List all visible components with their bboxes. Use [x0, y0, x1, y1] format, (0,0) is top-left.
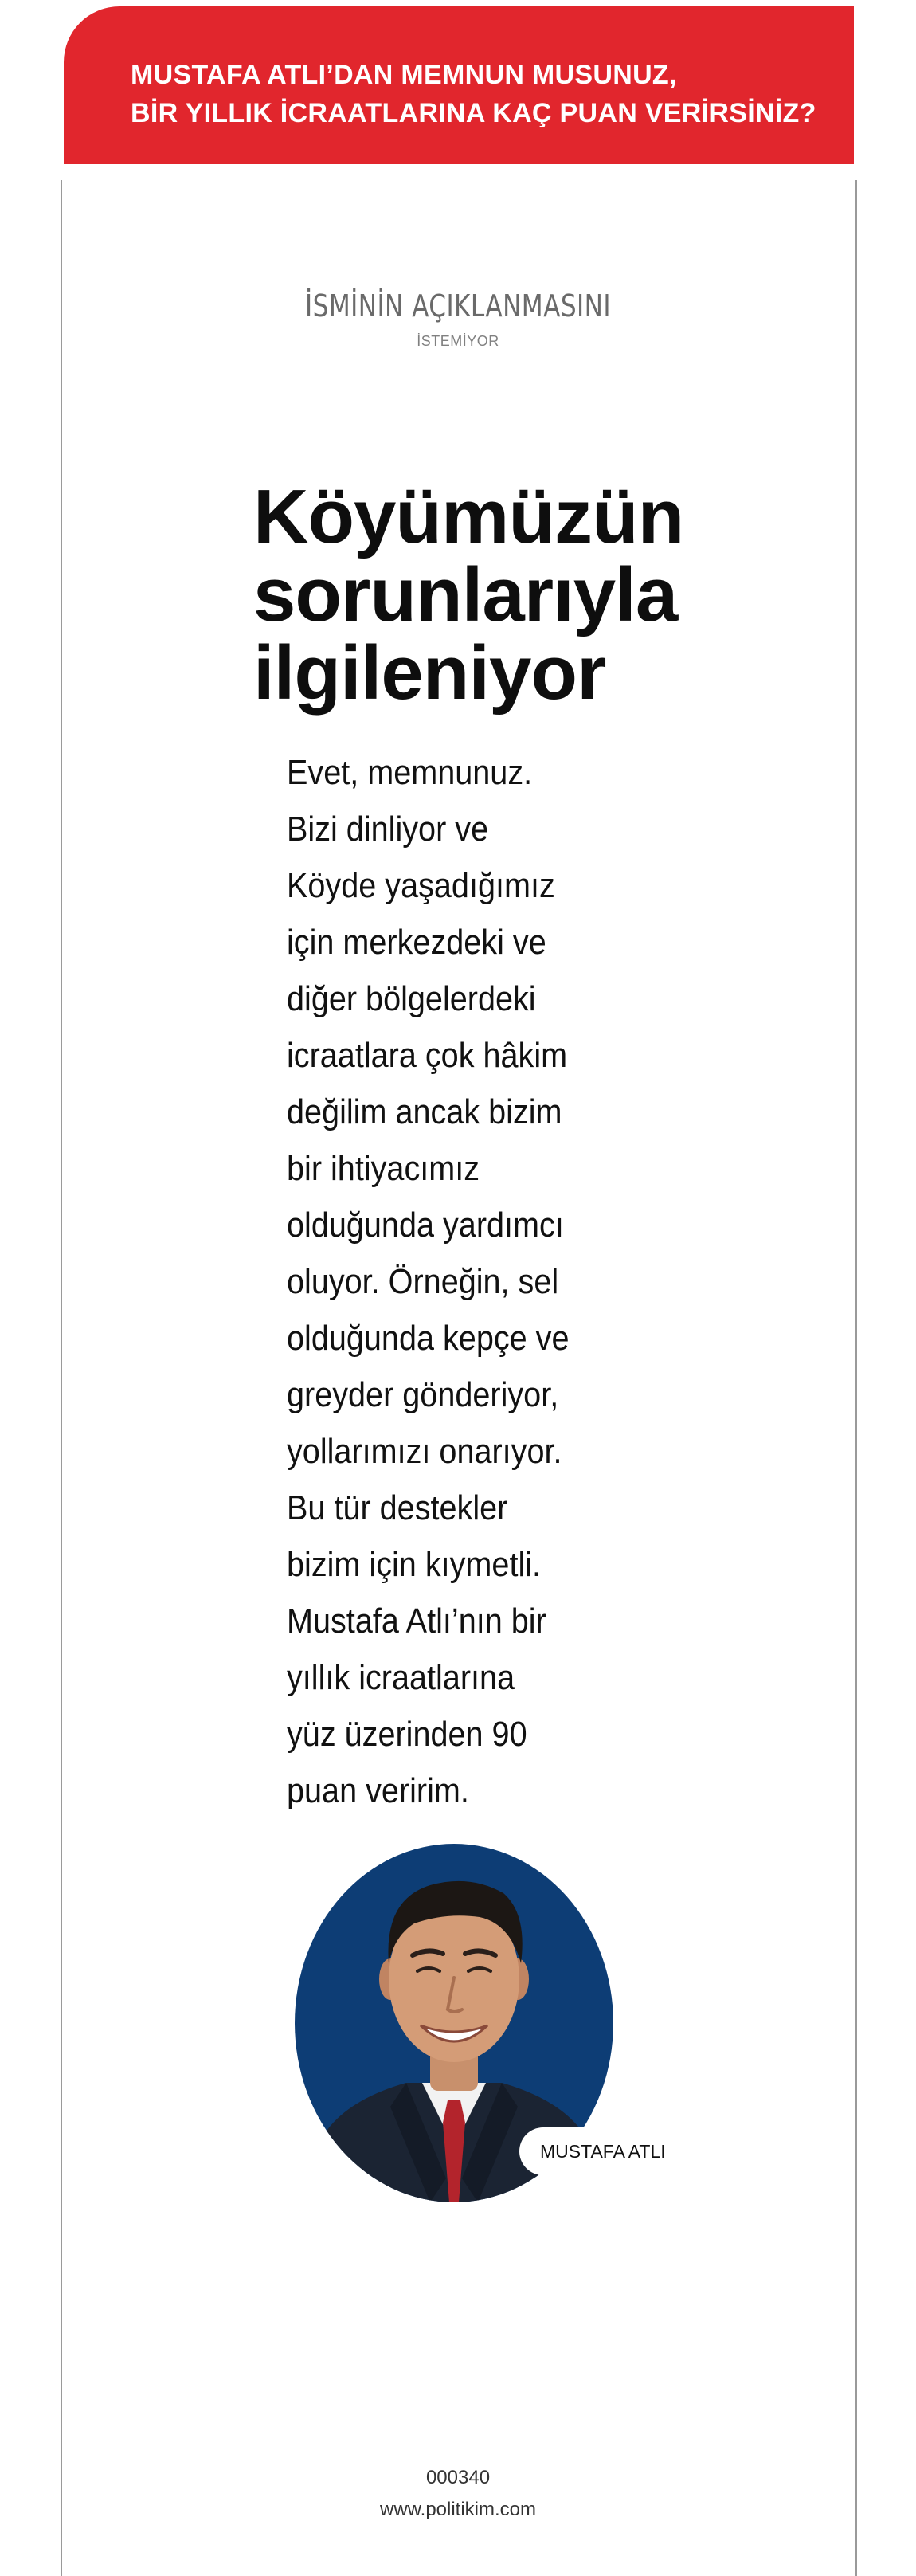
answer-line: Evet, memnunuz. — [287, 753, 533, 792]
left-border-line — [61, 180, 62, 2576]
answer-line: oluyor. Örneğin, sel — [287, 1262, 559, 1301]
answer-line: Köyde yaşadığımız — [287, 866, 555, 905]
right-border-line — [855, 180, 857, 2576]
answer-line: Mustafa Atlı’nın bir — [287, 1602, 546, 1641]
answer-line: icraatlara çok hâkim — [287, 1036, 568, 1075]
headline — [253, 474, 699, 716]
answer-line: bir ihtiyacımız — [287, 1149, 480, 1188]
headline-line: ilgileniyor — [253, 630, 606, 716]
question-banner — [64, 6, 854, 164]
answer-line: puan veririm. — [287, 1771, 469, 1810]
answer-line: yollarımızı onarıyor. — [287, 1432, 562, 1471]
portrait-name-caption: MUSTAFA ATLI — [519, 2127, 695, 2175]
headline-line: sorunlarıyla — [253, 552, 678, 637]
answer-line: bizim için kıymetli. — [287, 1545, 542, 1584]
respondent-name: İSMİNİN AÇIKLANMASINI — [305, 288, 611, 323]
headline-line: Köyümüzün — [253, 474, 684, 559]
answer-line: yüz üzerinden 90 — [287, 1715, 527, 1754]
answer-line: Bu tür destekler — [287, 1488, 508, 1527]
answer-line: için merkezdeki ve — [287, 923, 546, 962]
answer-line: greyder gönderiyor, — [287, 1375, 559, 1414]
answer-line: diğer bölgelerdeki — [287, 979, 536, 1018]
answer-line: değilim ancak bizim — [287, 1092, 562, 1131]
answer-line: olduğunda kepçe ve — [287, 1319, 570, 1358]
answer-line: olduğunda yardımcı — [287, 1206, 564, 1245]
respondent-note: İSTEMİYOR — [417, 333, 499, 349]
banner-question-line-2: BİR YILLIK İCRAATLARINA KAÇ PUAN VERİRSİNİZ? — [131, 98, 816, 128]
page-number: 000340 — [425, 2467, 491, 2488]
answer-text — [287, 744, 653, 1819]
website-url: www.politikim.com — [379, 2499, 537, 2520]
banner-question-line-1: MUSTAFA ATLI’DAN MEMNUN MUSUNUZ, — [131, 60, 677, 90]
answer-line: Bizi dinliyor ve — [287, 810, 489, 849]
answer-line: yıllık icraatlarına — [287, 1658, 515, 1697]
